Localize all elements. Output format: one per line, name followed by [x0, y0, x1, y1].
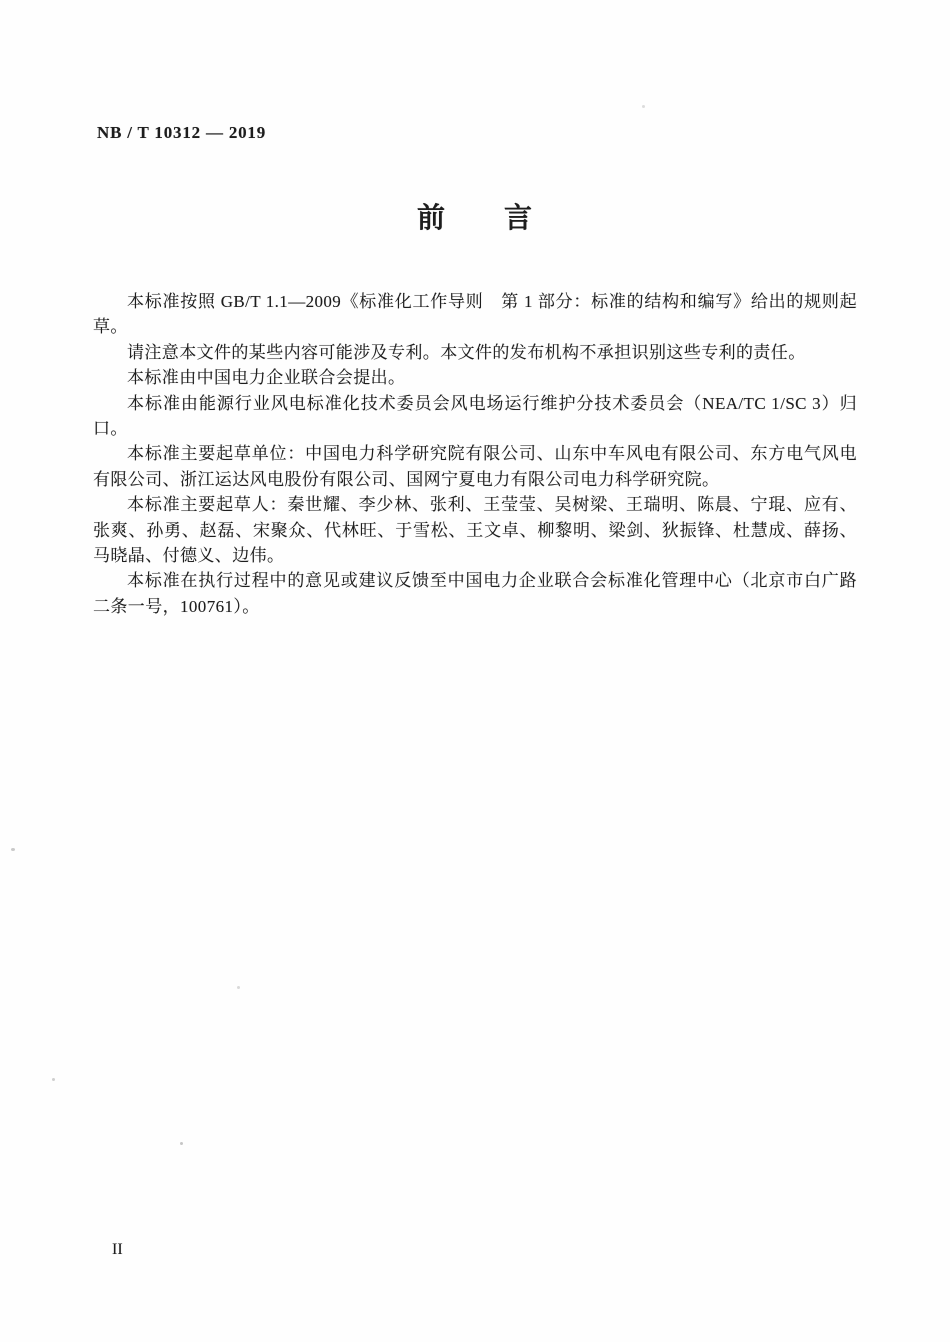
- foreword-paragraph-drafting-rules: 本标准按照 GB/T 1.1—2009《标准化工作导则 第 1 部分：标准的结构和编写》给出的规则起草。: [93, 292, 857, 337]
- scan-speck: [11, 848, 15, 851]
- foreword-body: [93, 289, 857, 619]
- foreword-paragraph-centralized-by: 本标准由能源行业风电标准化技术委员会风电场运行维护分技术委员会（NEA/TC 1/SC 3）归口。: [93, 393, 857, 439]
- scan-speck: [237, 986, 240, 989]
- page-title: 前 言: [416, 203, 533, 234]
- foreword-paragraph-feedback-address: 本标准在执行过程中的意见或建议反馈至中国电力企业联合会标准化管理中心（北京市白广路二条一号，100761）。: [93, 571, 857, 616]
- scan-speck: [642, 105, 645, 108]
- scan-speck: [52, 1078, 55, 1081]
- standard-number: NB / T 10312 — 2019: [97, 123, 267, 142]
- foreword-paragraph-drafters: 本标准主要起草人：秦世耀、李少林、张利、王莹莹、吴树梁、王瑞明、陈晨、宁琨、应有、张爽、孙勇、赵磊、宋聚众、代林旺、于雪松、王文卓、柳黎明、梁剑、狄振锋、杜慧成、薛扬、马晓晶、付德义、边伟。: [93, 495, 857, 566]
- foreword-paragraph-drafting-organizations: 本标准主要起草单位：中国电力科学研究院有限公司、山东中车风电有限公司、东方电气风电有限公司、浙江运达风电股份有限公司、国网宁夏电力有限公司电力科学研究院。: [93, 444, 857, 489]
- foreword-paragraph-patent-notice: 请注意本文件的某些内容可能涉及专利。本文件的发布机构不承担识别这些专利的责任。: [127, 342, 806, 362]
- page-number: II: [112, 1241, 123, 1258]
- scan-speck: [180, 1142, 183, 1145]
- foreword-paragraph-proposed-by: 本标准由中国电力企业联合会提出。: [127, 368, 406, 388]
